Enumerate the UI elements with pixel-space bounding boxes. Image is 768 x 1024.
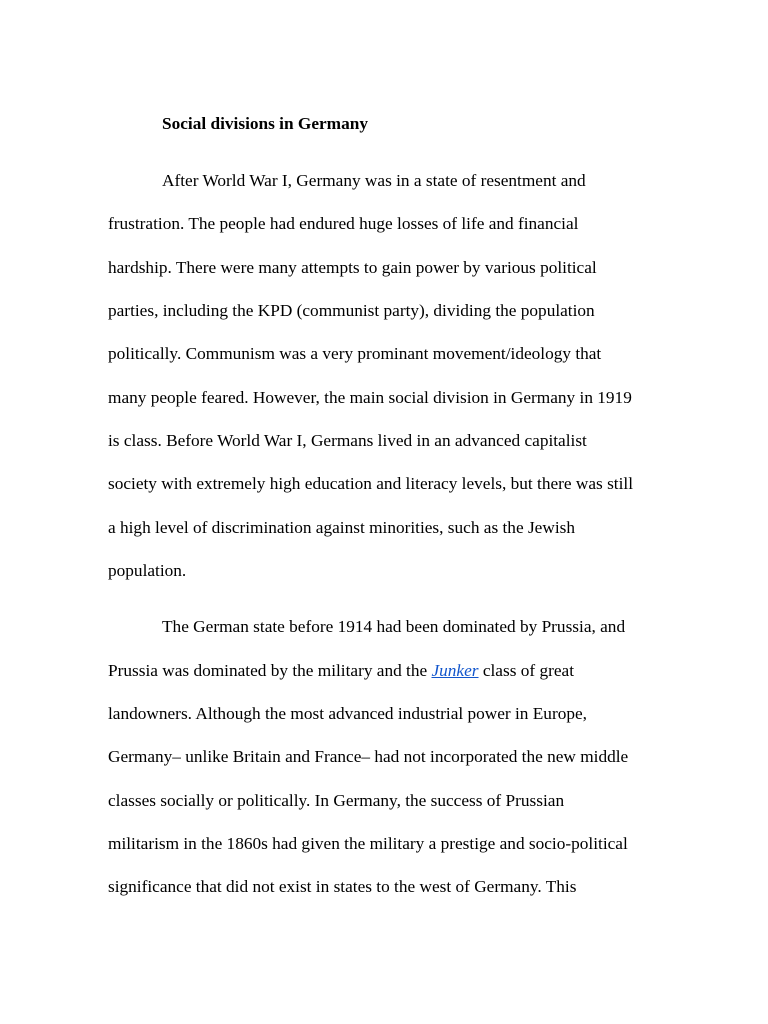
- paragraph-line: hardship. There were many attempts to gain power by various political: [108, 258, 597, 277]
- paragraph-line: landowners. Although the most advanced industrial power in Europe,: [108, 704, 587, 723]
- paragraph-line: many people feared. However, the main social division in Germany in 1919: [108, 388, 632, 407]
- line-text: Prussia was dominated by the military and the: [108, 661, 432, 680]
- paragraph-line: [108, 660, 574, 682]
- paragraph-line: After World War I, Germany was in a state of resentment and: [162, 171, 586, 190]
- section-heading: Social divisions in Germany: [162, 114, 368, 133]
- junker-link[interactable]: Junker: [431, 661, 479, 680]
- paragraph-line: is class. Before World War I, Germans lived in an advanced capitalist: [108, 431, 587, 450]
- paragraph-line: militarism in the 1860s had given the military a prestige and socio-political: [108, 834, 628, 853]
- paragraph-line: significance that did not exist in states to the west of Germany. This: [108, 877, 577, 896]
- paragraph-line: parties, including the KPD (communist party), dividing the population: [108, 301, 595, 320]
- paragraph-line: Germany– unlike Britain and France– had not incorporated the new middle: [108, 747, 629, 766]
- line-text: class of great: [478, 661, 575, 680]
- paragraph-line: frustration. The people had endured huge losses of life and financial: [108, 214, 579, 233]
- paragraph-line: classes socially or politically. In Germany, the success of Prussian: [108, 791, 565, 810]
- paragraph-line: politically. Communism was a very prominant movement/ideology that: [108, 344, 602, 363]
- paragraph-line: a high level of discrimination against minorities, such as the Jewish: [108, 518, 575, 537]
- paragraph-line: population.: [108, 561, 187, 580]
- paragraph-line: society with extremely high education and literacy levels, but there was still: [108, 474, 634, 493]
- paragraph-line: The German state before 1914 had been dominated by Prussia, and: [162, 617, 626, 636]
